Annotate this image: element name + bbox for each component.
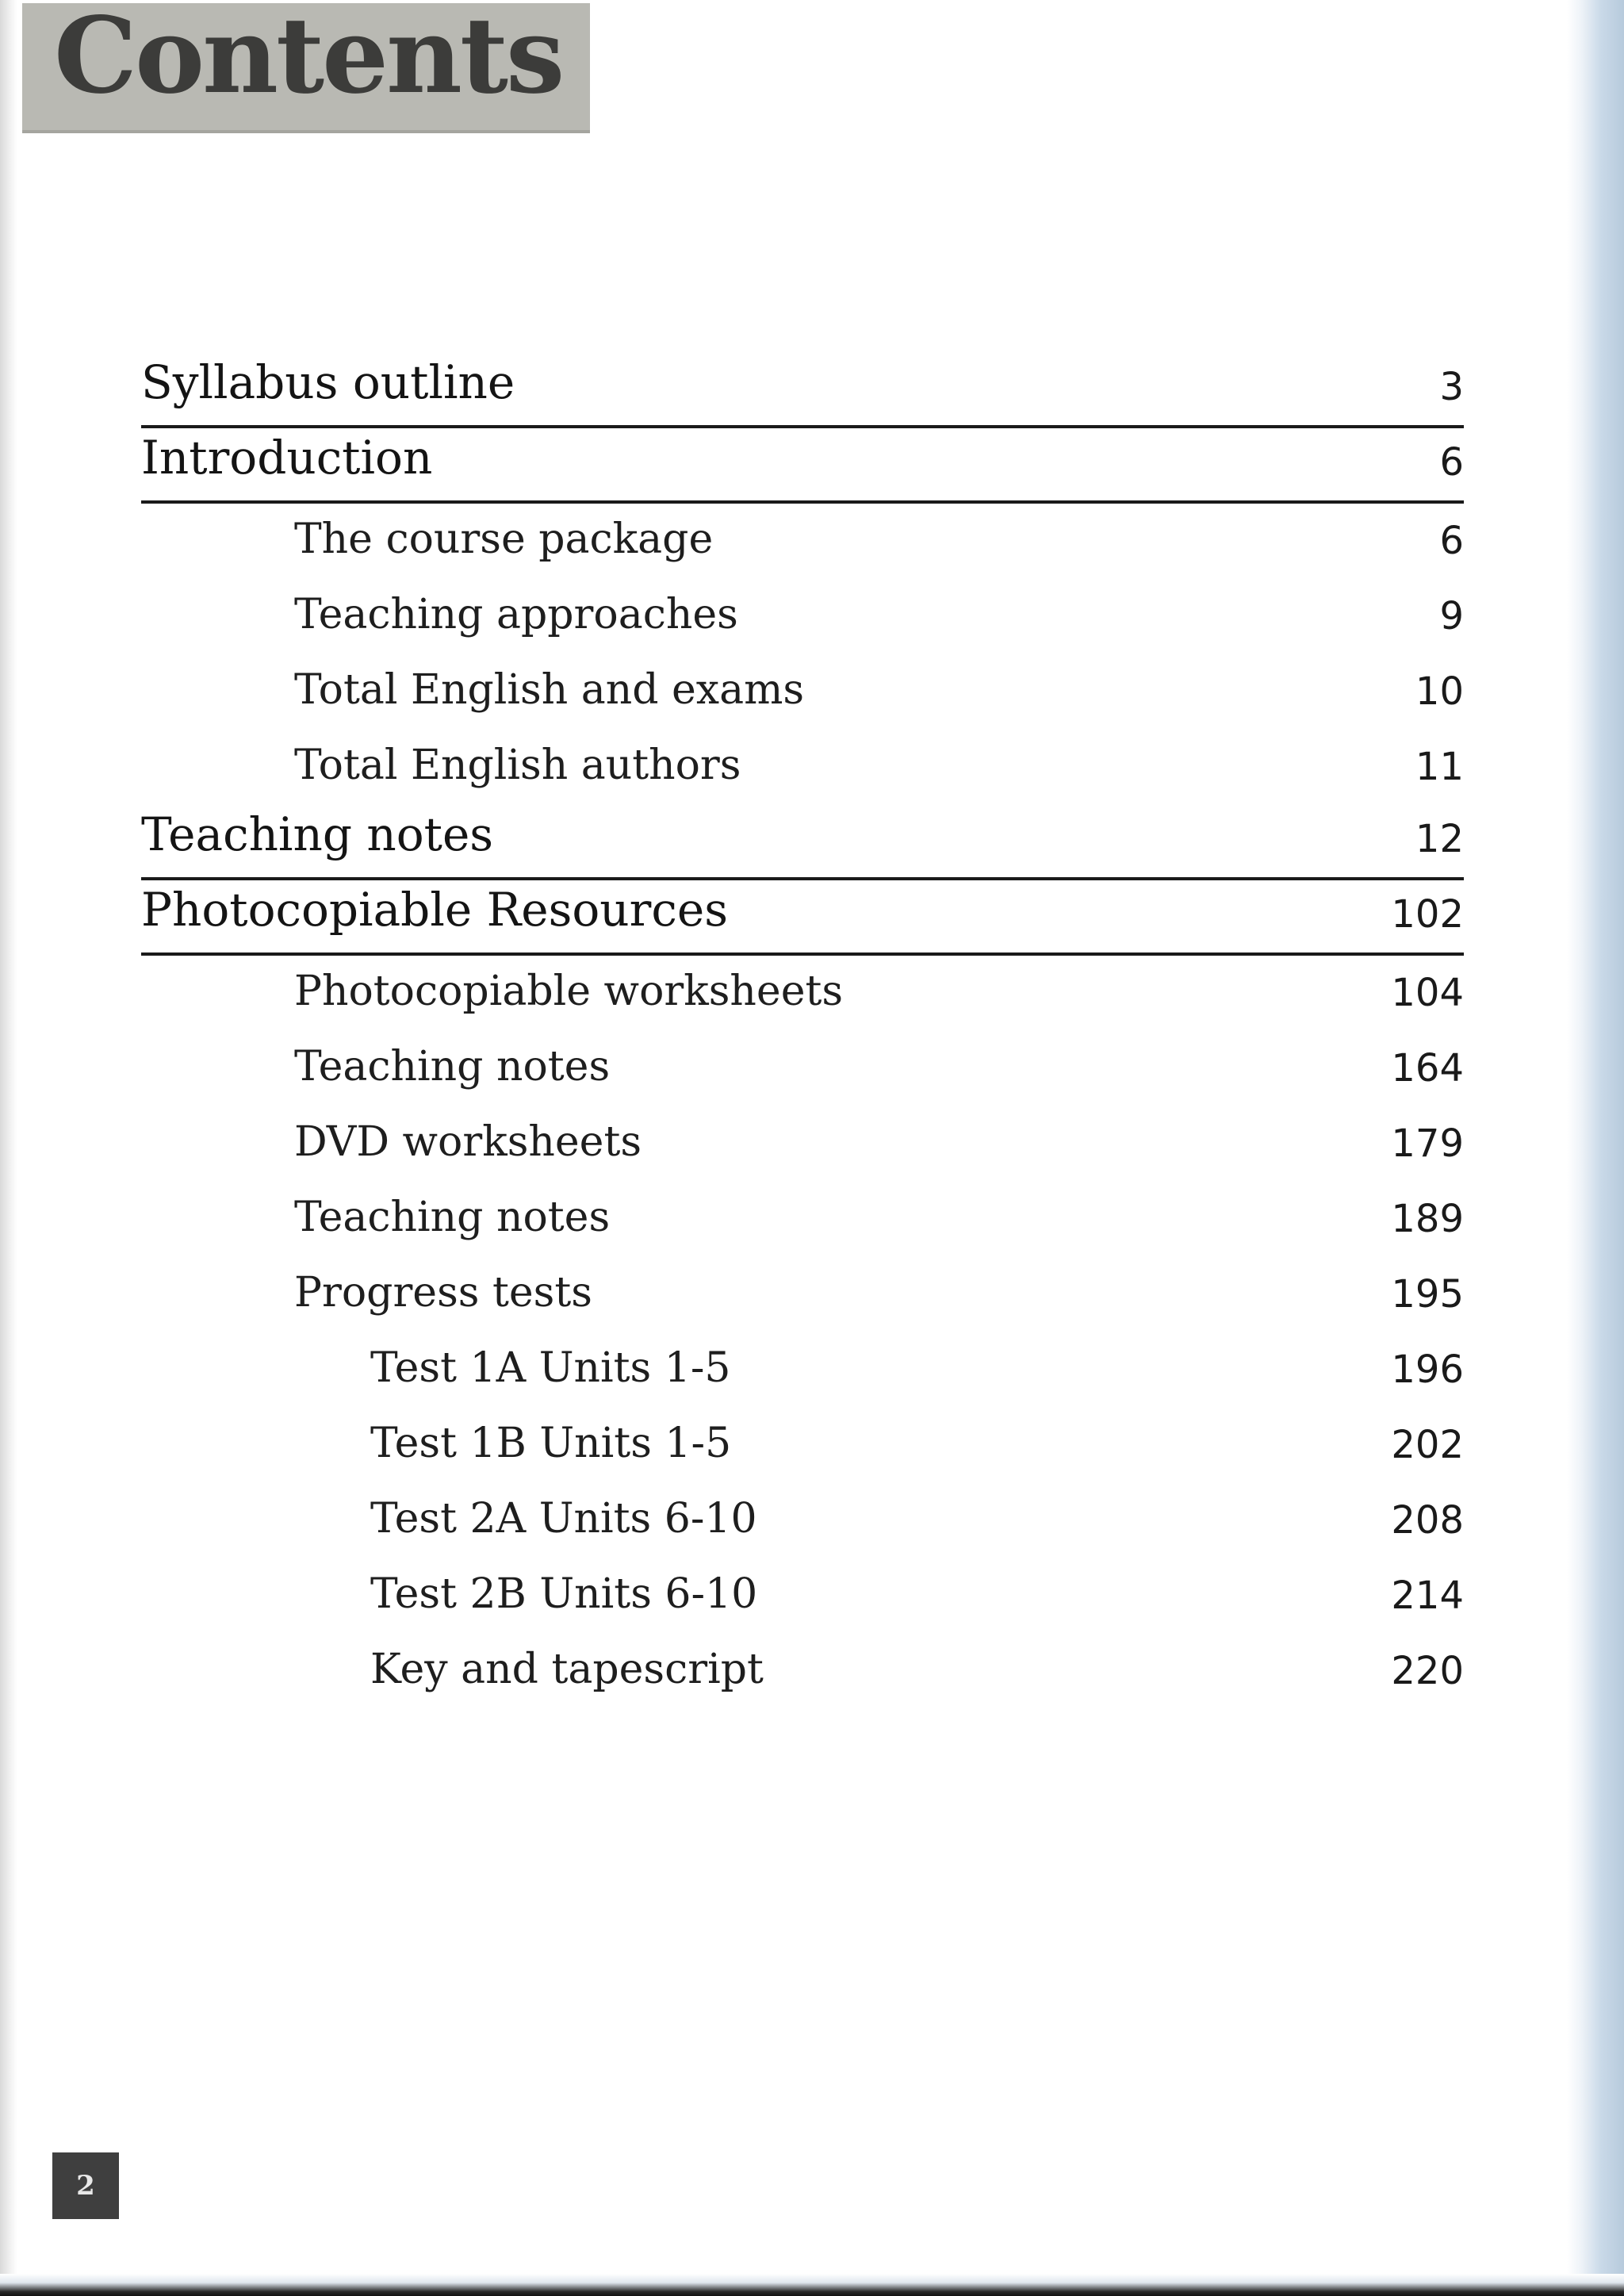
title-band	[22, 0, 590, 133]
toc-entry-label: Photocopiable Resources	[141, 883, 728, 937]
toc-entry-teaching-notes[interactable]	[141, 805, 1464, 880]
toc-entry-label: Test 1A Units 1-5	[370, 1344, 731, 1392]
toc-entry-page: 189	[1391, 1197, 1464, 1241]
toc-entry-page: 11	[1415, 745, 1464, 789]
toc-entry-label: DVD worksheets	[294, 1118, 642, 1166]
toc-entry-page: 179	[1391, 1121, 1464, 1166]
page-number-badge	[52, 2152, 119, 2219]
toc-entry-label: Test 1B Units 1-5	[370, 1420, 732, 1467]
toc-entry-label: The course package	[294, 516, 714, 563]
toc-entry-page: 3	[1439, 365, 1464, 409]
page-number: 2	[76, 2170, 95, 2202]
toc-entry-label: Key and tapescript	[370, 1646, 764, 1693]
page-title: Contents	[54, 0, 563, 117]
toc-entry-label: Syllabus outline	[141, 355, 515, 409]
toc-entry-page: 104	[1391, 971, 1464, 1015]
toc-entry-photocopiable-worksheets[interactable]	[141, 956, 1464, 1031]
toc-entry-introduction[interactable]	[141, 428, 1464, 504]
page-bottom-edge	[0, 2274, 1624, 2296]
page-right-edge	[1567, 0, 1624, 2296]
toc-entry-total-english-exams[interactable]	[141, 654, 1464, 730]
toc-entry-test-1a[interactable]	[141, 1332, 1464, 1408]
toc-entry-label: Introduction	[141, 431, 433, 485]
toc-entry-page: 6	[1439, 519, 1464, 563]
toc-entry-key-tapescript[interactable]	[141, 1634, 1464, 1709]
toc-entry-test-1b[interactable]	[141, 1408, 1464, 1483]
toc-entry-syllabus-outline[interactable]	[141, 353, 1464, 428]
toc-entry-worksheet-teaching-notes[interactable]	[141, 1031, 1464, 1106]
toc-entry-label: Teaching notes	[294, 1194, 611, 1241]
toc-entry-page: 208	[1391, 1498, 1464, 1543]
toc-entry-course-package[interactable]	[141, 504, 1464, 579]
toc-entry-label: Test 2B Units 6-10	[370, 1570, 758, 1618]
toc-entry-page: 164	[1391, 1046, 1464, 1091]
toc-entry-page: 6	[1439, 440, 1464, 485]
toc-entry-page: 9	[1439, 594, 1464, 638]
toc-entry-total-english-authors[interactable]	[141, 730, 1464, 805]
toc-entry-dvd-worksheets[interactable]	[141, 1106, 1464, 1182]
toc-entry-label: Test 2A Units 6-10	[370, 1495, 757, 1543]
toc-entry-page: 10	[1415, 669, 1464, 714]
toc-entry-test-2b[interactable]	[141, 1558, 1464, 1634]
toc-entry-page: 195	[1391, 1272, 1464, 1317]
toc-entry-page: 220	[1391, 1649, 1464, 1693]
toc-entry-page: 214	[1391, 1573, 1464, 1618]
toc-entry-page: 202	[1391, 1423, 1464, 1467]
toc-entry-label: Total English and exams	[294, 666, 805, 714]
toc-entry-label: Progress tests	[294, 1269, 592, 1317]
toc-entry-label: Photocopiable worksheets	[294, 968, 844, 1015]
toc-entry-label: Teaching notes	[141, 807, 494, 861]
toc-entry-dvd-teaching-notes[interactable]	[141, 1182, 1464, 1257]
page-left-edge	[0, 0, 17, 2296]
toc-entry-page: 196	[1391, 1347, 1464, 1392]
toc-entry-label: Teaching approaches	[294, 591, 738, 638]
toc-entry-teaching-approaches[interactable]	[141, 579, 1464, 654]
toc-entry-progress-tests[interactable]	[141, 1257, 1464, 1332]
table-of-contents	[141, 353, 1464, 1709]
toc-entry-page: 102	[1391, 892, 1464, 937]
toc-entry-photocopiable-resources[interactable]	[141, 880, 1464, 956]
toc-entry-label: Total English authors	[294, 742, 741, 789]
toc-entry-label: Teaching notes	[294, 1043, 611, 1091]
toc-entry-page: 12	[1415, 817, 1464, 861]
toc-entry-test-2a[interactable]	[141, 1483, 1464, 1558]
